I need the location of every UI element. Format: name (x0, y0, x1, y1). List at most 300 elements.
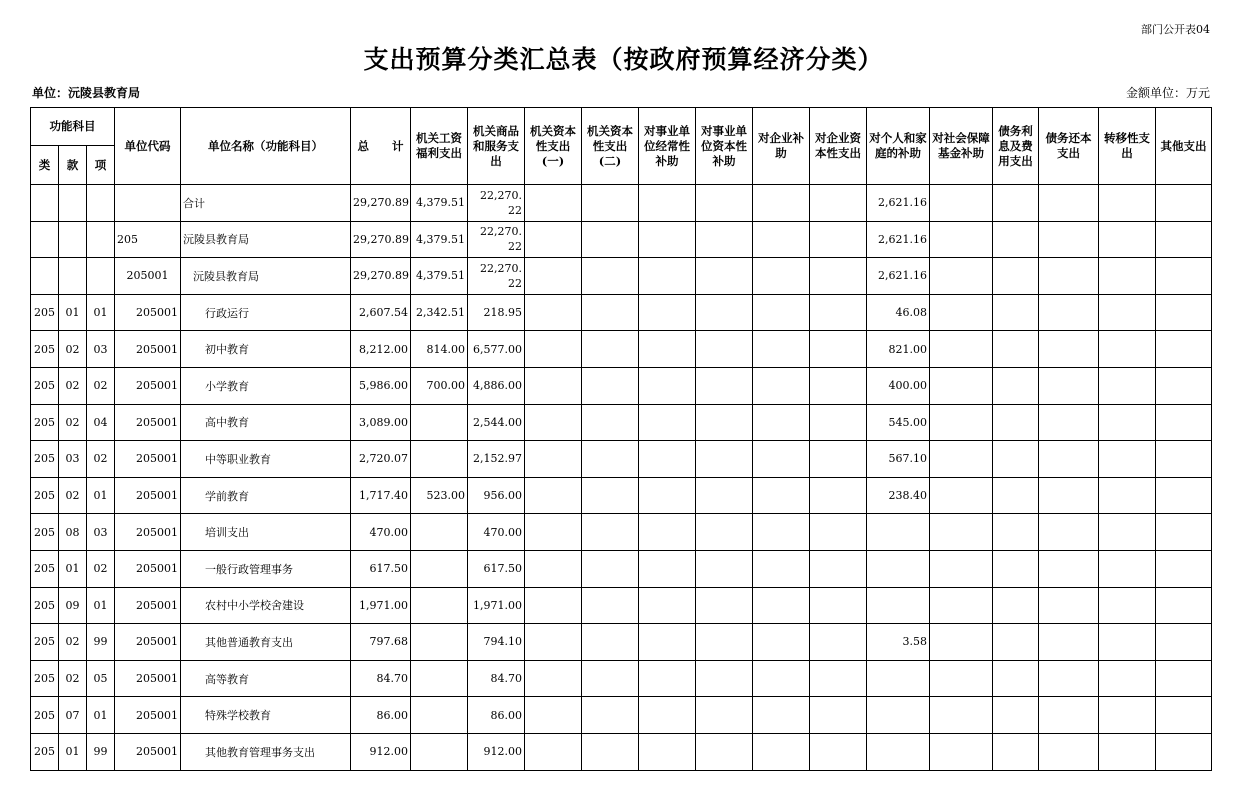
cell-empty (810, 367, 867, 404)
cell-empty (639, 477, 696, 514)
cell-goods-services-part2: 22 (508, 276, 522, 290)
table-row (31, 660, 1212, 697)
cell-xiang: 99 (87, 733, 115, 770)
cell-goods-services-part2: 22 (508, 240, 522, 254)
cell-unit-code: 205001 (115, 477, 181, 514)
cell-empty (993, 733, 1039, 770)
cell-empty (525, 477, 582, 514)
cell-empty (525, 733, 582, 770)
cell-empty (753, 733, 810, 770)
cell-empty (696, 477, 753, 514)
cell-kuan: 02 (59, 331, 87, 368)
table-row (31, 624, 1212, 661)
cell-total: 84.70 (351, 660, 411, 697)
cell-unit-code: 205001 (115, 587, 181, 624)
cell-empty (753, 185, 810, 222)
cell-empty (1039, 441, 1099, 478)
cell-personal-subsidy (867, 550, 930, 587)
cell-empty (753, 514, 810, 551)
table-row (31, 221, 1212, 258)
cell-empty (993, 477, 1039, 514)
header-institution-capital: 对事业单位资本性补助 (696, 108, 753, 185)
cell-lei: 205 (31, 441, 59, 478)
cell-total: 8,212.00 (351, 331, 411, 368)
cell-unit-code: 205001 (115, 441, 181, 478)
cell-empty (696, 441, 753, 478)
cell-empty (696, 331, 753, 368)
table-header (31, 108, 1212, 185)
cell-xiang (87, 185, 115, 222)
cell-xiang: 01 (87, 294, 115, 331)
header-capital-2: 机关资本性支出(二) (582, 108, 639, 185)
header-transfer: 转移性支出 (1099, 108, 1156, 185)
cell-empty (639, 294, 696, 331)
cell-empty (753, 697, 810, 734)
header-func-subject: 功能科目 (31, 108, 115, 146)
cell-empty (525, 514, 582, 551)
table-row (31, 367, 1212, 404)
cell-empty (930, 514, 993, 551)
cell-empty (1099, 624, 1156, 661)
cell-empty (696, 660, 753, 697)
cell-empty (1039, 660, 1099, 697)
cell-empty (525, 660, 582, 697)
cell-empty (993, 367, 1039, 404)
cell-empty (930, 697, 993, 734)
cell-empty (525, 587, 582, 624)
cell-goods-services: 2,544.00 (468, 404, 525, 441)
cell-empty (930, 624, 993, 661)
cell-empty (1039, 587, 1099, 624)
cell-personal-subsidy: 46.08 (867, 294, 930, 331)
cell-empty (639, 258, 696, 295)
cell-goods-services: 1,971.00 (468, 587, 525, 624)
cell-empty (1039, 514, 1099, 551)
cell-empty (525, 441, 582, 478)
cell-unit-code: 205001 (115, 660, 181, 697)
cell-empty (1099, 258, 1156, 295)
cell-empty (1099, 587, 1156, 624)
cell-empty (1156, 733, 1212, 770)
cell-lei: 205 (31, 404, 59, 441)
cell-empty (1039, 331, 1099, 368)
header-lei: 类 (31, 146, 59, 185)
cell-empty (753, 587, 810, 624)
cell-empty (639, 660, 696, 697)
cell-empty (582, 404, 639, 441)
cell-empty (753, 624, 810, 661)
cell-xiang: 02 (87, 367, 115, 404)
cell-empty (696, 514, 753, 551)
cell-empty (582, 624, 639, 661)
cell-unit-name: 初中教育 (181, 331, 351, 368)
cell-unit-code: 205001 (115, 404, 181, 441)
cell-personal-subsidy: 2,621.16 (867, 258, 930, 295)
cell-total: 1,717.40 (351, 477, 411, 514)
cell-empty (696, 733, 753, 770)
cell-wage-welfare (411, 514, 468, 551)
cell-unit-name: 高中教育 (181, 404, 351, 441)
header-unit-name: 单位名称（功能科目） (181, 108, 351, 185)
cell-empty (582, 697, 639, 734)
cell-empty (1156, 258, 1212, 295)
unit-label: 单位：沅陵县教育局 (32, 86, 141, 100)
cell-kuan: 08 (59, 514, 87, 551)
cell-empty (582, 550, 639, 587)
cell-empty (639, 185, 696, 222)
cell-total: 912.00 (351, 733, 411, 770)
cell-empty (930, 294, 993, 331)
cell-unit-name: 一般行政管理事务 (181, 550, 351, 587)
cell-empty (696, 221, 753, 258)
cell-personal-subsidy (867, 660, 930, 697)
cell-total: 2,720.07 (351, 441, 411, 478)
cell-empty (525, 221, 582, 258)
cell-goods-services: 794.10 (468, 624, 525, 661)
cell-wage-welfare: 4,379.51 (411, 185, 468, 222)
cell-empty (696, 697, 753, 734)
money-unit-label: 金额单位：万元 (1125, 86, 1210, 100)
header-debt-interest: 债务利息及费用支出 (993, 108, 1039, 185)
cell-xiang: 03 (87, 514, 115, 551)
cell-personal-subsidy (867, 733, 930, 770)
cell-empty (582, 660, 639, 697)
cell-empty (1099, 221, 1156, 258)
cell-unit-name: 学前教育 (181, 477, 351, 514)
cell-empty (525, 258, 582, 295)
cell-empty (1156, 550, 1212, 587)
cell-empty (810, 550, 867, 587)
cell-lei (31, 185, 59, 222)
cell-unit-name: 其他教育管理事务支出 (181, 733, 351, 770)
cell-goods-services: 218.95 (468, 294, 525, 331)
cell-kuan: 09 (59, 587, 87, 624)
cell-empty (1099, 367, 1156, 404)
cell-xiang: 05 (87, 660, 115, 697)
cell-empty (1099, 514, 1156, 551)
cell-empty (1156, 331, 1212, 368)
table-row (31, 477, 1212, 514)
cell-wage-welfare (411, 404, 468, 441)
cell-wage-welfare (411, 697, 468, 734)
cell-personal-subsidy: 400.00 (867, 367, 930, 404)
page-title: 支出预算分类汇总表（按政府预算经济分类） (363, 45, 884, 74)
cell-empty (753, 660, 810, 697)
cell-goods-services (468, 221, 525, 258)
cell-lei: 205 (31, 697, 59, 734)
cell-unit-code: 205001 (115, 294, 181, 331)
table-row (31, 404, 1212, 441)
cell-empty (639, 221, 696, 258)
cell-unit-code: 205001 (115, 697, 181, 734)
cell-empty (1039, 258, 1099, 295)
cell-kuan: 01 (59, 550, 87, 587)
cell-empty (696, 294, 753, 331)
cell-total: 617.50 (351, 550, 411, 587)
cell-kuan: 01 (59, 294, 87, 331)
cell-lei: 205 (31, 550, 59, 587)
cell-unit-code (115, 185, 181, 222)
cell-kuan: 01 (59, 733, 87, 770)
cell-wage-welfare: 4,379.51 (411, 221, 468, 258)
cell-unit-code: 205001 (115, 550, 181, 587)
cell-wage-welfare: 814.00 (411, 331, 468, 368)
cell-empty (525, 331, 582, 368)
cell-lei: 205 (31, 367, 59, 404)
cell-total: 2,607.54 (351, 294, 411, 331)
cell-empty (993, 660, 1039, 697)
cell-personal-subsidy (867, 697, 930, 734)
cell-empty (1099, 733, 1156, 770)
cell-empty (582, 733, 639, 770)
cell-total: 1,971.00 (351, 587, 411, 624)
cell-xiang: 01 (87, 587, 115, 624)
cell-empty (930, 221, 993, 258)
cell-wage-welfare: 2,342.51 (411, 294, 468, 331)
cell-total: 3,089.00 (351, 404, 411, 441)
cell-empty (582, 441, 639, 478)
cell-empty (525, 624, 582, 661)
cell-empty (810, 294, 867, 331)
cell-empty (582, 514, 639, 551)
cell-xiang: 99 (87, 624, 115, 661)
cell-empty (930, 404, 993, 441)
cell-wage-welfare: 700.00 (411, 367, 468, 404)
table-row (31, 587, 1212, 624)
cell-unit-code: 205001 (115, 733, 181, 770)
cell-unit-name: 小学教育 (181, 367, 351, 404)
cell-empty (810, 514, 867, 551)
table-row (31, 697, 1212, 734)
cell-empty (639, 367, 696, 404)
cell-empty (993, 587, 1039, 624)
cell-empty (525, 404, 582, 441)
cell-empty (582, 294, 639, 331)
cell-unit-name: 沅陵县教育局 (181, 221, 351, 258)
cell-empty (525, 550, 582, 587)
cell-empty (696, 258, 753, 295)
cell-unit-code: 205001 (115, 514, 181, 551)
cell-empty (993, 294, 1039, 331)
cell-unit-name: 行政运行 (181, 294, 351, 331)
cell-empty (810, 624, 867, 661)
cell-empty (930, 550, 993, 587)
cell-empty (696, 587, 753, 624)
cell-empty (753, 331, 810, 368)
form-number: 部门公开表04 (1141, 23, 1210, 36)
cell-total: 29,270.89 (351, 258, 411, 295)
cell-xiang: 02 (87, 441, 115, 478)
cell-empty (582, 185, 639, 222)
cell-unit-name: 中等职业教育 (181, 441, 351, 478)
cell-empty (753, 477, 810, 514)
cell-empty (639, 331, 696, 368)
cell-empty (930, 477, 993, 514)
cell-empty (639, 441, 696, 478)
cell-empty (930, 185, 993, 222)
cell-empty (930, 441, 993, 478)
cell-empty (1099, 477, 1156, 514)
cell-empty (1039, 404, 1099, 441)
cell-empty (1039, 185, 1099, 222)
cell-total: 470.00 (351, 514, 411, 551)
cell-unit-code: 205001 (115, 331, 181, 368)
budget-table (30, 107, 1212, 771)
cell-wage-welfare (411, 624, 468, 661)
cell-empty (1156, 477, 1212, 514)
header-institution-recurrent: 对事业单位经常性补助 (639, 108, 696, 185)
cell-wage-welfare (411, 660, 468, 697)
cell-unit-name: 合计 (181, 185, 351, 222)
cell-unit-code: 205 (115, 221, 181, 258)
table-row (31, 185, 1212, 222)
cell-empty (1099, 294, 1156, 331)
header-unit-code: 单位代码 (115, 108, 181, 185)
cell-empty (810, 733, 867, 770)
cell-empty (1099, 660, 1156, 697)
cell-kuan: 02 (59, 624, 87, 661)
cell-wage-welfare (411, 441, 468, 478)
cell-wage-welfare (411, 550, 468, 587)
cell-empty (810, 587, 867, 624)
header-wage-welfare: 机关工资福利支出 (411, 108, 468, 185)
cell-total: 797.68 (351, 624, 411, 661)
cell-kuan: 07 (59, 697, 87, 734)
cell-goods-services: 2,152.97 (468, 441, 525, 478)
cell-xiang (87, 258, 115, 295)
cell-kuan: 02 (59, 660, 87, 697)
cell-empty (525, 367, 582, 404)
cell-goods-services (468, 258, 525, 295)
cell-empty (1156, 587, 1212, 624)
cell-empty (753, 294, 810, 331)
cell-goods-services: 956.00 (468, 477, 525, 514)
cell-wage-welfare (411, 587, 468, 624)
header-enterprise-capital: 对企业资本性支出 (810, 108, 867, 185)
cell-empty (582, 477, 639, 514)
header-goods-services: 机关商品和服务支出 (468, 108, 525, 185)
cell-empty (810, 331, 867, 368)
cell-xiang (87, 221, 115, 258)
cell-lei (31, 258, 59, 295)
cell-kuan (59, 258, 87, 295)
cell-empty (993, 331, 1039, 368)
cell-kuan: 02 (59, 404, 87, 441)
cell-empty (930, 258, 993, 295)
cell-empty (753, 404, 810, 441)
table-row (31, 550, 1212, 587)
cell-total: 29,270.89 (351, 221, 411, 258)
cell-empty (582, 367, 639, 404)
cell-personal-subsidy (867, 587, 930, 624)
cell-xiang: 03 (87, 331, 115, 368)
cell-empty (582, 587, 639, 624)
cell-wage-welfare (411, 733, 468, 770)
cell-empty (993, 185, 1039, 222)
cell-empty (639, 514, 696, 551)
cell-empty (639, 697, 696, 734)
header-enterprise-subsidy: 对企业补助 (753, 108, 810, 185)
cell-lei: 205 (31, 660, 59, 697)
cell-empty (1156, 404, 1212, 441)
cell-empty (753, 221, 810, 258)
cell-empty (1099, 550, 1156, 587)
cell-wage-welfare: 4,379.51 (411, 258, 468, 295)
cell-empty (1039, 477, 1099, 514)
cell-goods-services: 470.00 (468, 514, 525, 551)
cell-empty (753, 367, 810, 404)
header-debt-principal: 债务还本支出 (1039, 108, 1099, 185)
cell-personal-subsidy: 545.00 (867, 404, 930, 441)
cell-empty (993, 221, 1039, 258)
cell-unit-code: 205001 (115, 624, 181, 661)
cell-empty (1039, 221, 1099, 258)
cell-unit-name: 农村中小学校舍建设 (181, 587, 351, 624)
header-social-security: 对社会保障基金补助 (930, 108, 993, 185)
cell-empty (930, 587, 993, 624)
cell-empty (993, 404, 1039, 441)
cell-empty (1156, 221, 1212, 258)
cell-goods-services: 86.00 (468, 697, 525, 734)
cell-lei: 205 (31, 331, 59, 368)
cell-empty (1039, 367, 1099, 404)
cell-unit-name: 高等教育 (181, 660, 351, 697)
table-row (31, 331, 1212, 368)
cell-lei: 205 (31, 624, 59, 661)
cell-empty (1156, 367, 1212, 404)
cell-lei: 205 (31, 587, 59, 624)
cell-total: 29,270.89 (351, 185, 411, 222)
cell-empty (1099, 404, 1156, 441)
cell-empty (810, 185, 867, 222)
cell-kuan: 02 (59, 367, 87, 404)
table-row (31, 514, 1212, 551)
header-other: 其他支出 (1156, 108, 1212, 185)
header-total: 总 计 (351, 108, 411, 185)
cell-empty (1039, 294, 1099, 331)
cell-empty (930, 660, 993, 697)
cell-empty (810, 441, 867, 478)
cell-empty (930, 367, 993, 404)
cell-empty (1156, 441, 1212, 478)
cell-empty (1156, 660, 1212, 697)
cell-xiang: 04 (87, 404, 115, 441)
cell-empty (582, 221, 639, 258)
cell-kuan: 02 (59, 477, 87, 514)
cell-unit-name: 特殊学校教育 (181, 697, 351, 734)
cell-unit-name: 培训支出 (181, 514, 351, 551)
cell-goods-services-part1: 22,270. (480, 188, 522, 202)
cell-empty (696, 367, 753, 404)
cell-goods-services: 617.50 (468, 550, 525, 587)
cell-empty (810, 404, 867, 441)
cell-empty (1156, 294, 1212, 331)
cell-goods-services: 4,886.00 (468, 367, 525, 404)
cell-empty (930, 733, 993, 770)
cell-unit-name: 沅陵县教育局 (181, 258, 351, 295)
cell-wage-welfare: 523.00 (411, 477, 468, 514)
cell-xiang: 01 (87, 697, 115, 734)
cell-empty (753, 258, 810, 295)
cell-empty (930, 331, 993, 368)
cell-empty (1099, 697, 1156, 734)
cell-kuan (59, 185, 87, 222)
cell-lei: 205 (31, 514, 59, 551)
cell-xiang: 02 (87, 550, 115, 587)
cell-empty (1156, 185, 1212, 222)
header-xiang: 项 (87, 146, 115, 185)
cell-empty (810, 660, 867, 697)
